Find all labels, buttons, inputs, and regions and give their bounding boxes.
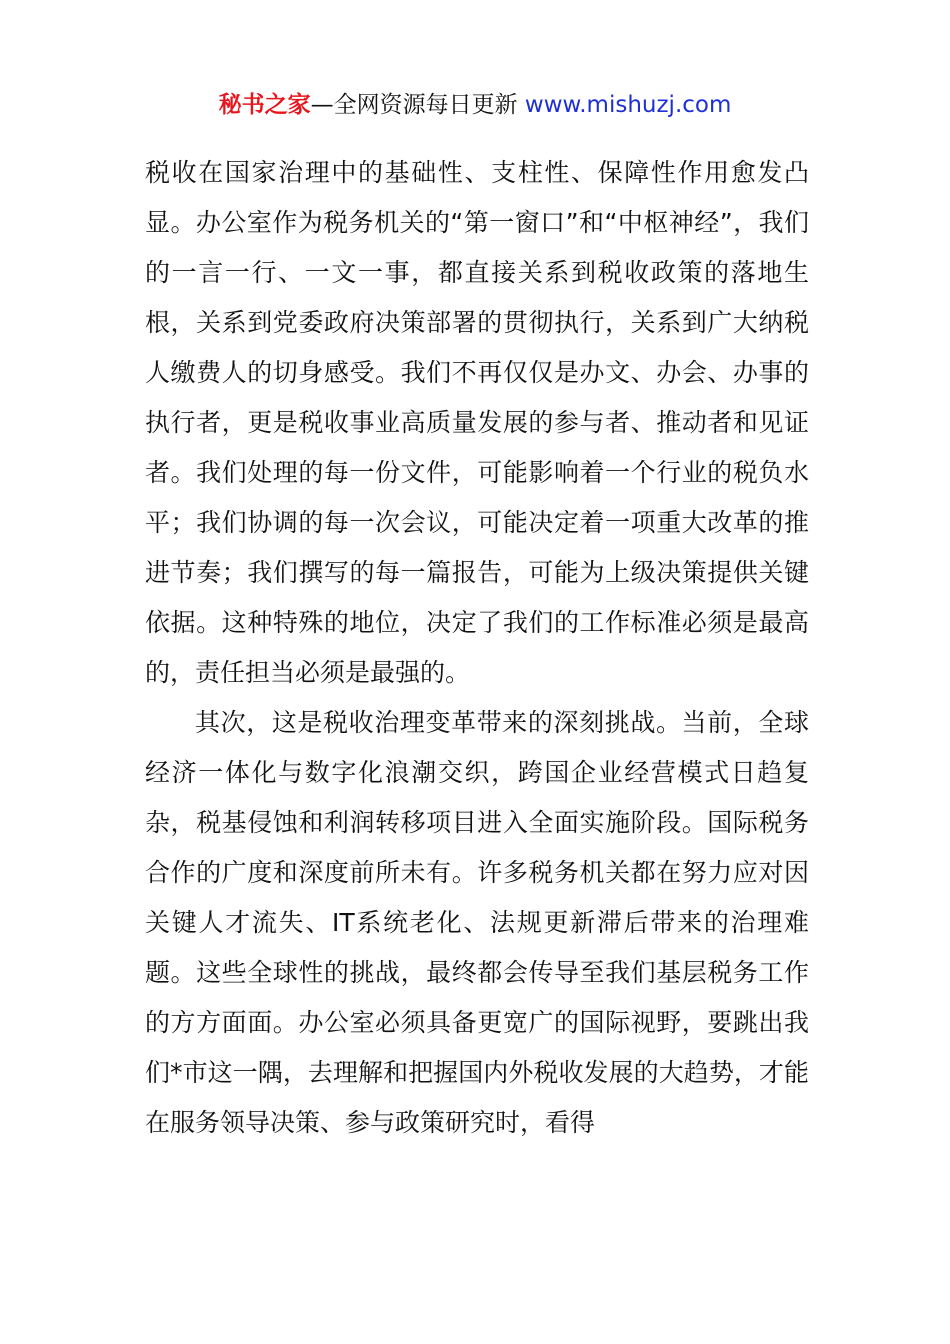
paragraph-2: 其次，这是税收治理变革带来的深刻挑战。当前，全球经济一体化与数字化浪潮交织，跨国企业经营模式日趋复杂，税基侵蚀和利润转移项目进入全面实施阶段。国际税务合作的广度和深度前所未有。许多税务机关都在努力应对因关键人才流失、IT系统老化、法规更新滞后带来的治理难题。这些全球性的挑战，最终都会传导至我们基层税务工作的方方面面。办公室必须具备更宽广的国际视野，要跳出我们*市这一隅，去理解和把握国内外税收发展的大趋势，才能在服务领导决策、参与政策研究时，看得 bbox=[145, 708, 809, 1137]
document-body bbox=[145, 148, 809, 1148]
header-tagline: —全网资源每日更新 bbox=[310, 92, 525, 118]
brand-name: 秘书之家 bbox=[218, 92, 311, 118]
page-header bbox=[0, 88, 950, 122]
site-url-link[interactable]: www.mishuzj.com bbox=[524, 92, 732, 118]
paragraph-1: 税收在国家治理中的基础性、支柱性、保障性作用愈发凸显。办公室作为税务机关的“第一窗口”和“中枢神经”，我们的一言一行、一文一事，都直接关系到税收政策的落地生根，关系到党委政府决策部署的贯彻执行，关系到广大纳税人缴费人的切身感受。我们不再仅仅是办文、办会、办事的执行者，更是税收事业高质量发展的参与者、推动者和见证者。我们处理的每一份文件，可能影响着一个行业的税负水平；我们协调的每一次会议，可能决定着一项重大改革的推进节奏；我们撰写的每一篇报告，可能为上级决策提供关键依据。这种特殊的地位，决定了我们的工作标准必须是最高的，责任担当必须是最强的。 bbox=[145, 158, 809, 687]
